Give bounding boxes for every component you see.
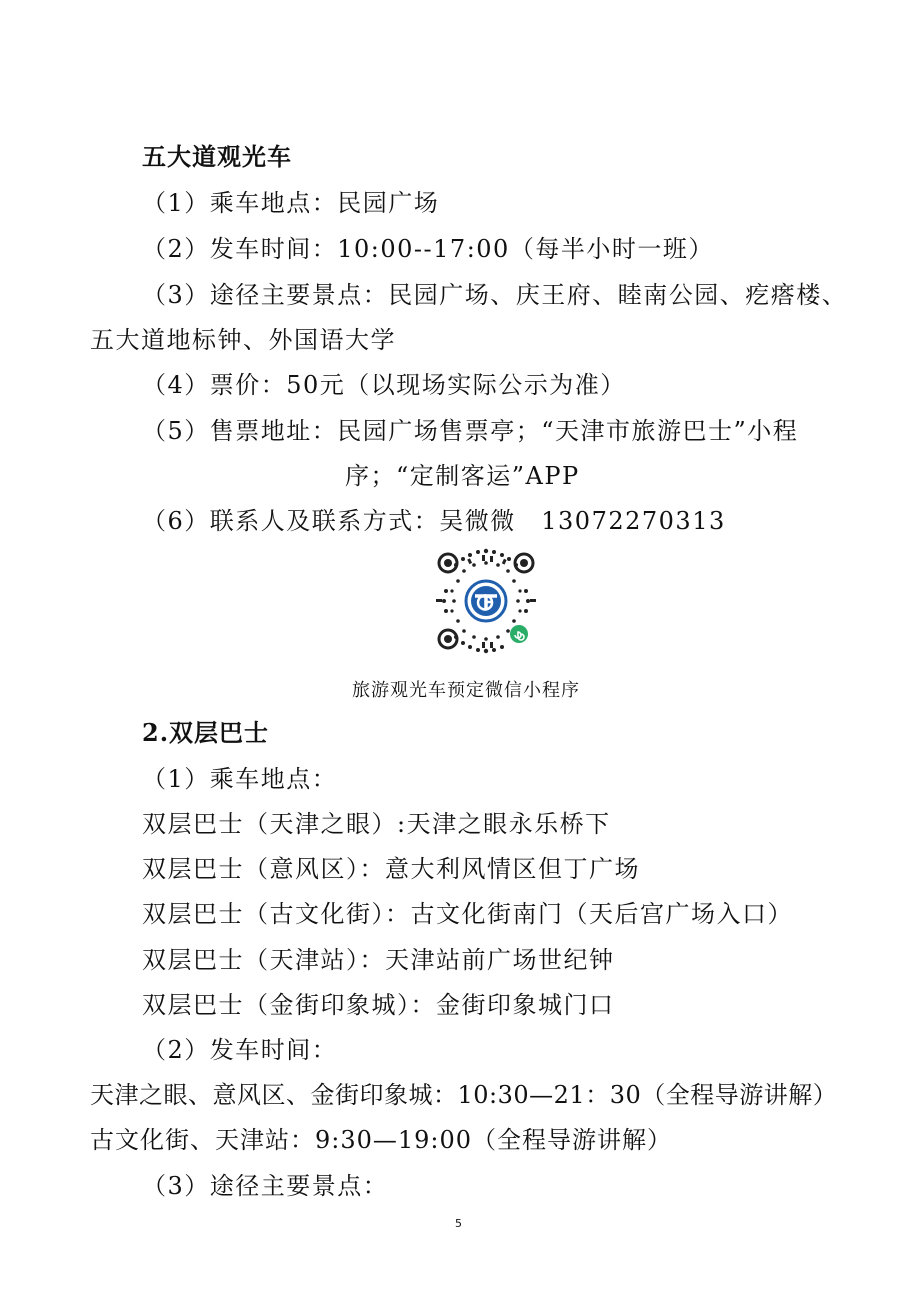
contact-info: （6）联系人及联系方式：吴微微 13072270313	[142, 507, 726, 535]
ticket-office: （5）售票地址：民园广场售票亭；“天津市旅游巴士”小程	[142, 417, 799, 445]
main-attractions: （3）途径主要景点：民园广场、庆王府、睦南公园、疙瘩楼、	[142, 281, 848, 309]
departure-time-group-2: 古文化街、天津站：9:30—19:00（全程导游讲解）	[90, 1126, 673, 1154]
pickup-location: （1）乘车地点：民园广场	[142, 189, 440, 217]
departure-time-group-1: 天津之眼、意风区、金街印象城：10:30—21：30（全程导游讲解）	[90, 1081, 838, 1109]
wechat-mini-program-code-icon	[428, 543, 544, 659]
stop-golden-street: 双层巴士（金街印象城）：金街印象城门口	[142, 991, 615, 1019]
section-title-double-decker-bus: 2.双层巴士	[142, 718, 270, 747]
page-number: 5	[455, 1217, 464, 1230]
departure-time: （2）发车时间：10:00--17:00（每半小时一班）	[142, 235, 714, 263]
ticket-price: （4）票价：50元（以现场实际公示为准）	[142, 371, 626, 399]
section-title-sightseeing-bus: 五大道观光车	[142, 142, 292, 171]
main-attractions-heading: （3）途径主要景点：	[142, 1172, 389, 1200]
pickup-location-heading: （1）乘车地点：	[142, 765, 338, 793]
departure-time-heading: （2）发车时间：	[142, 1036, 338, 1064]
ticket-office-continued: 序；“定制客运”APP	[345, 462, 580, 490]
stop-tianjin-eye: 双层巴士（天津之眼）:天津之眼永乐桥下	[142, 810, 611, 838]
stop-ancient-culture-street: 双层巴士（古文化街）：古文化街南门（天后宫广场入口）	[142, 900, 793, 928]
main-attractions-continued: 五大道地标钟、外国语大学	[90, 326, 396, 354]
stop-italian-style-district: 双层巴士（意风区）：意大利风情区但丁广场	[142, 855, 640, 883]
stop-tianjin-station: 双层巴士（天津站）：天津站前广场世纪钟	[142, 946, 615, 974]
qr-caption: 旅游观光车预定微信小程序	[352, 680, 580, 701]
